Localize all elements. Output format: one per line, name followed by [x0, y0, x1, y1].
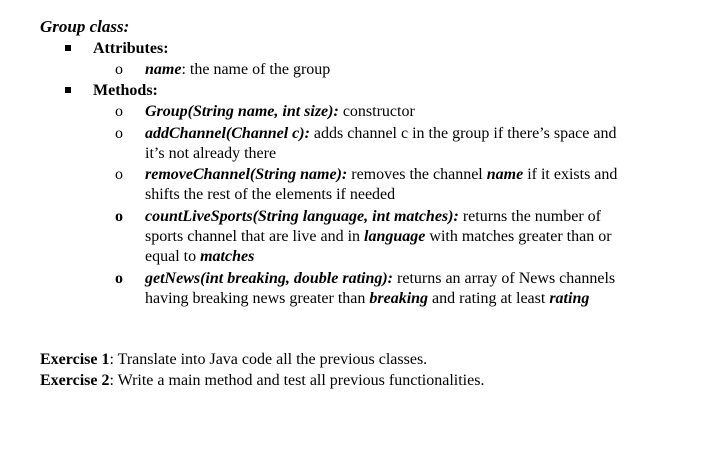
attribute-name: name [145, 61, 182, 78]
exercise-text: : Translate into Java code all the previous classes. [109, 351, 428, 368]
circle-bullet-icon: o [115, 166, 123, 183]
method-signature: removeChannel(String name): [145, 166, 348, 183]
circle-bullet-icon: o [115, 270, 123, 287]
attributes-label: Attributes: [93, 40, 169, 57]
exercise-text: : Write a main method and test all previous functionalities. [109, 372, 485, 389]
methods-label: Methods: [93, 82, 158, 99]
section-heading: Group class: [40, 17, 130, 36]
square-bullet-icon [65, 87, 71, 93]
exercise-1 [40, 350, 427, 370]
attribute-desc: : the name of the group [181, 61, 331, 78]
square-bullet-icon [65, 45, 71, 51]
method-signature: countLiveSports(String language, int matches): [145, 208, 459, 225]
exercise-label: Exercise 2 [40, 372, 110, 389]
exercise-2 [40, 371, 484, 391]
method-signature: addChannel(Channel c): [145, 125, 310, 142]
exercise-label: Exercise 1 [40, 351, 110, 368]
circle-bullet-icon: o [115, 208, 123, 225]
circle-bullet-icon: o [115, 103, 123, 120]
circle-bullet-icon: o [115, 61, 123, 78]
method-signature: Group(String name, int size): [145, 103, 339, 120]
method-signature: getNews(int breaking, double rating): [145, 270, 394, 287]
circle-bullet-icon: o [115, 125, 123, 142]
document-page: Group class: Attributes: o name: the name of the group Methods: o Group(String name, int size): constructor o addChannel(Channel c): adds channel c in the group if there’s space and it’s not already there o removeChannel(String name): removes the channel name if it exists and shifts the rest of the elements if needed o countLiveSports(String language, int matches): returns the number of sports channel that are live and in language with matches greater than or equal to matches o getNews(int breaking, double rating): returns an array of News channels having breaking news greater than breaking and rating at least rating Exercise 1: Translate into Java code all the previous classes. Exercise 2: Write a main method and test all previous functionalities. [40, 17, 618, 389]
